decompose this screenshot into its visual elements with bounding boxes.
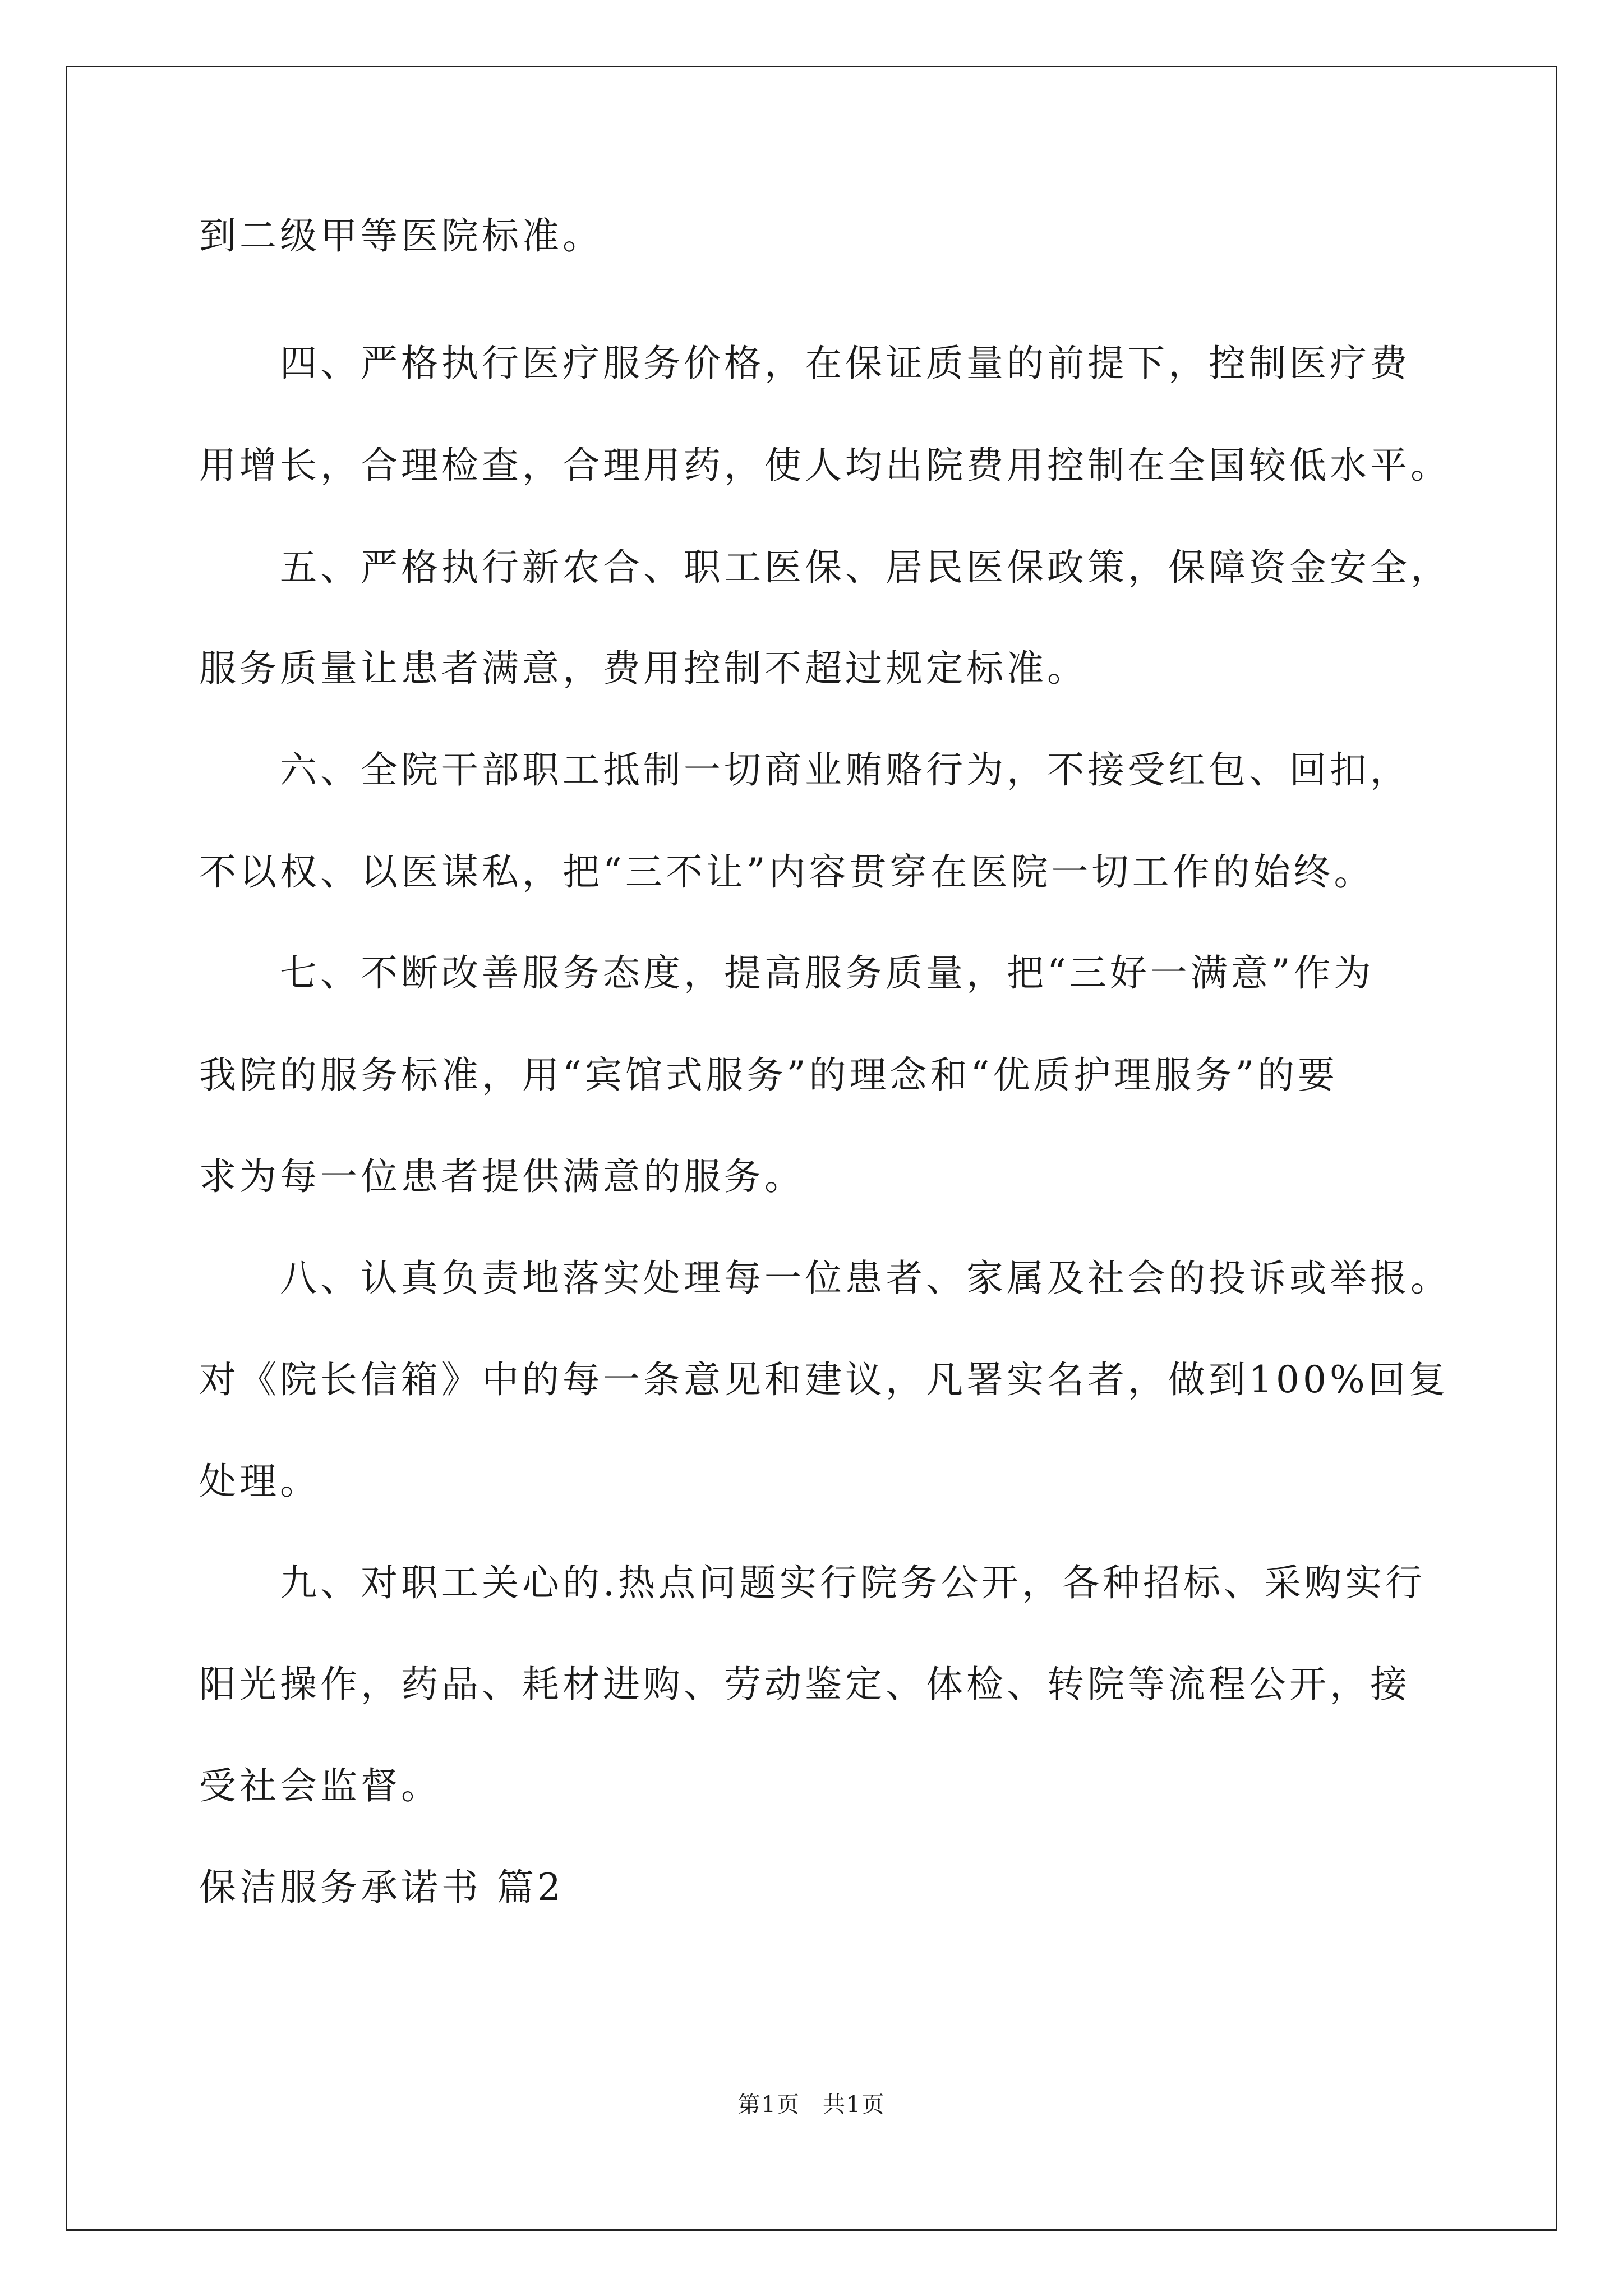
text-line: 到二级甲等医院标准。 — [199, 214, 603, 257]
text-line: 用增长，合理检查，合理用药，使人均出院费用控制在全国较低水平。 — [199, 444, 1451, 487]
text-line: 对《院长信箱》中的每一条意见和建议，凡署实名者，做到100%回复 — [199, 1358, 1449, 1401]
text-line: 六、全院干部职工抵制一切商业贿赂行为，不接受红包、回扣， — [199, 748, 1410, 792]
page-footer — [0, 2088, 1623, 2122]
text-line: 不以权、以医谋私，把“三不让”内容贯穿在医院一切工作的始终。 — [199, 850, 1375, 894]
text-line: 八、认真负责地落实处理每一位患者、家属及社会的投诉或举报。 — [199, 1257, 1451, 1300]
text-line: 受社会监督。 — [199, 1764, 441, 1807]
text-line: 处理。 — [199, 1460, 320, 1503]
page-total: 共1页 — [823, 2092, 886, 2118]
text-line: 服务质量让患者满意，费用控制不超过规定标准。 — [199, 647, 1087, 690]
section-heading: 保洁服务承诺书 篇2 — [199, 1866, 564, 1909]
text-line: 求为每一位患者提供满意的服务。 — [199, 1155, 805, 1198]
text-line: 七、不断改善服务态度，提高服务质量，把“三好一满意”作为 — [199, 951, 1375, 995]
text-line: 我院的服务标准，用“宾馆式服务”的理念和“优质护理服务”的要 — [199, 1053, 1338, 1097]
text-line: 四、严格执行医疗服务价格，在保证质量的前提下，控制医疗费 — [199, 342, 1410, 385]
page-number: 第1页 — [737, 2092, 800, 2118]
text-line: 五、严格执行新农合、职工医保、居民医保政策，保障资金安全， — [199, 546, 1451, 589]
text-line: 阳光操作，药品、耗材进购、劳动鉴定、体检、转院等流程公开，接 — [199, 1663, 1410, 1706]
text-line: 九、对职工关心的.热点问题实行院务公开，各种招标、采购实行 — [199, 1561, 1426, 1604]
